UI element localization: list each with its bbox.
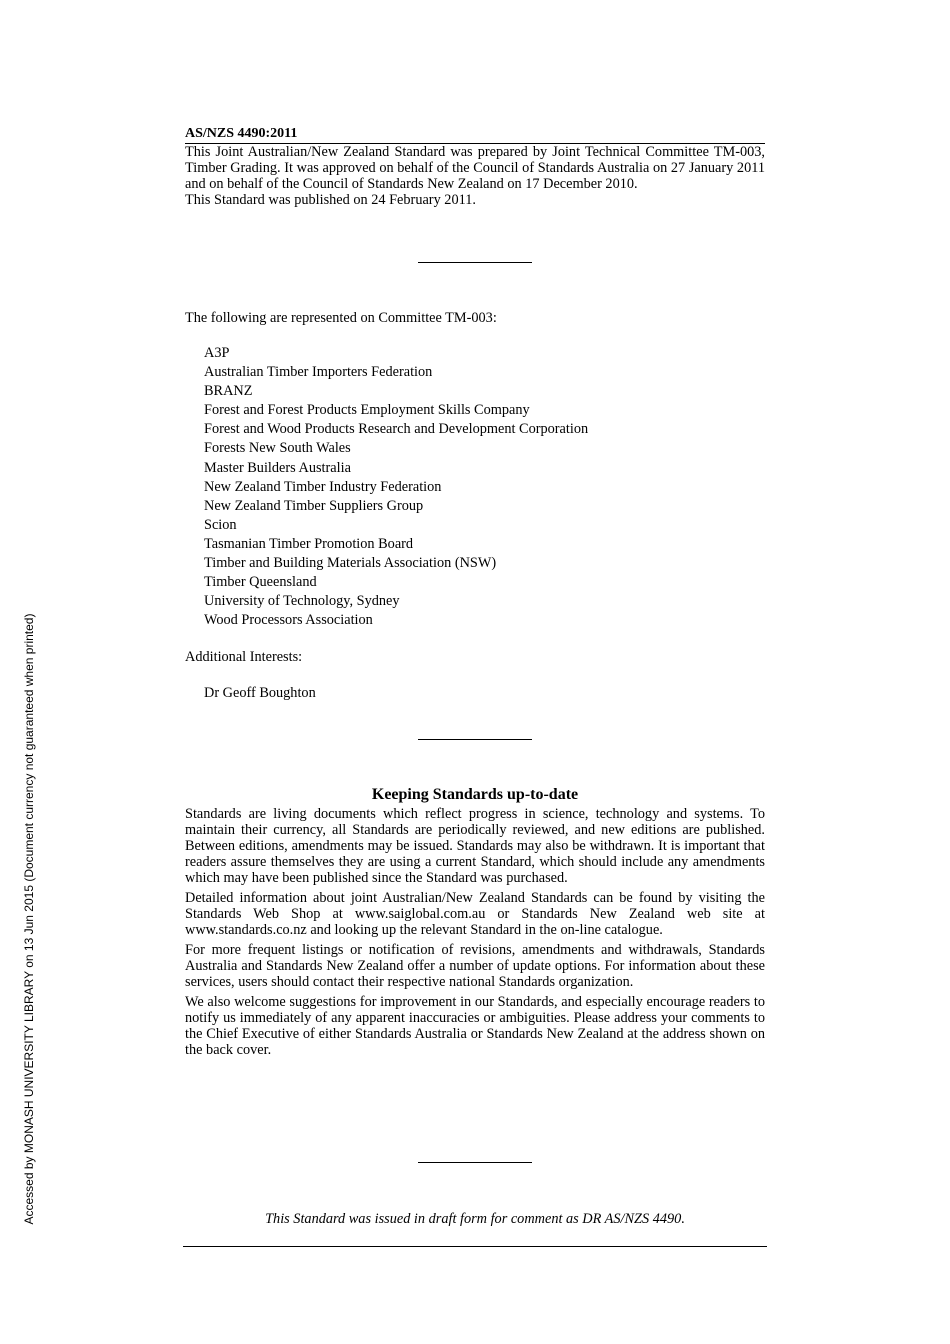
- list-item: Timber and Building Materials Association (NSW): [204, 555, 497, 572]
- standard-id: AS/NZS 4490:2011: [185, 126, 298, 141]
- draft-note: This Standard was issued in draft form for comment as DR AS/NZS 4490.: [265, 1211, 685, 1227]
- standard-header: [185, 126, 765, 208]
- keeping-standards-section: [185, 785, 765, 1062]
- additional-interest-member: Dr Geoff Boughton: [204, 685, 316, 701]
- paragraph: We also welcome suggestions for improvement in our Standards, and especially encourage readers to notify us immediately of any apparent inaccuracies or ambiguities. Please address your comments to the Chief Executive of either Standards Australia or Standards New Zealand at the address shown on the back cover.: [185, 994, 765, 1058]
- list-item: University of Technology, Sydney: [204, 593, 400, 610]
- list-item: Forests New South Wales: [204, 440, 351, 457]
- list-item: A3P: [204, 345, 230, 361]
- separator-rule: [418, 1162, 532, 1163]
- committee-intro: The following are represented on Committee TM-003:: [185, 310, 497, 326]
- published-text: This Standard was published on 24 February 2011.: [185, 192, 476, 208]
- additional-interests-label: Additional Interests:: [185, 649, 303, 665]
- committee-member-list: [204, 344, 588, 630]
- list-item: Forest and Wood Products Research and Development Corporation: [204, 421, 589, 438]
- list-item: Wood Processors Association: [204, 612, 373, 629]
- paragraph: Standards are living documents which reflect progress in science, technology and systems. To maintain their currency, all Standards are periodically reviewed, and new editions are published. Between editions, amendments may be issued. Standards may also be withdrawn. It is important that readers assure themselves they are using a current Standard, which should include any amendments which may have been published since the Standard was purchased.: [185, 806, 765, 886]
- separator-rule: [418, 262, 532, 263]
- separator-rule: [418, 739, 532, 740]
- list-item: Scion: [204, 516, 237, 533]
- list-item: Timber Queensland: [204, 574, 317, 591]
- section-title: Keeping Standards up-to-date: [371, 786, 579, 803]
- list-item: Tasmanian Timber Promotion Board: [204, 535, 414, 552]
- footer-rule: [183, 1246, 767, 1247]
- access-watermark: Accessed by MONASH UNIVERSITY LIBRARY on 13 Jun 2015 (Document currency not guaranteed when printed): [22, 613, 36, 1225]
- list-item: Forest and Forest Products Employment Skills Company: [204, 402, 530, 419]
- paragraph: Detailed information about joint Australian/New Zealand Standards can be found by visiting the Standards Web Shop at www.saiglobal.com.au or Standards New Zealand web site at www.standards.co.nz and looking up the relevant Standard in the on-line catalogue.: [185, 890, 765, 938]
- list-item: Master Builders Australia: [204, 459, 351, 476]
- list-item: New Zealand Timber Suppliers Group: [204, 497, 424, 514]
- list-item: New Zealand Timber Industry Federation: [204, 478, 442, 495]
- approval-text: This Joint Australian/New Zealand Standard was prepared by Joint Technical Committee TM-003, Timber Grading. It was approved on behalf of the Council of Standards Australia on 27 January 2011 and on behalf of the Council of Standards New Zealand on 17 December 2010.: [185, 144, 765, 192]
- paragraph: For more frequent listings or notification of revisions, amendments and withdrawals, Standards Australia and Standards New Zealand offer a number of update options. For information about these services, users should contact their respective national Standards organization.: [185, 942, 765, 990]
- list-item: BRANZ: [204, 383, 253, 400]
- list-item: Australian Timber Importers Federation: [204, 364, 433, 381]
